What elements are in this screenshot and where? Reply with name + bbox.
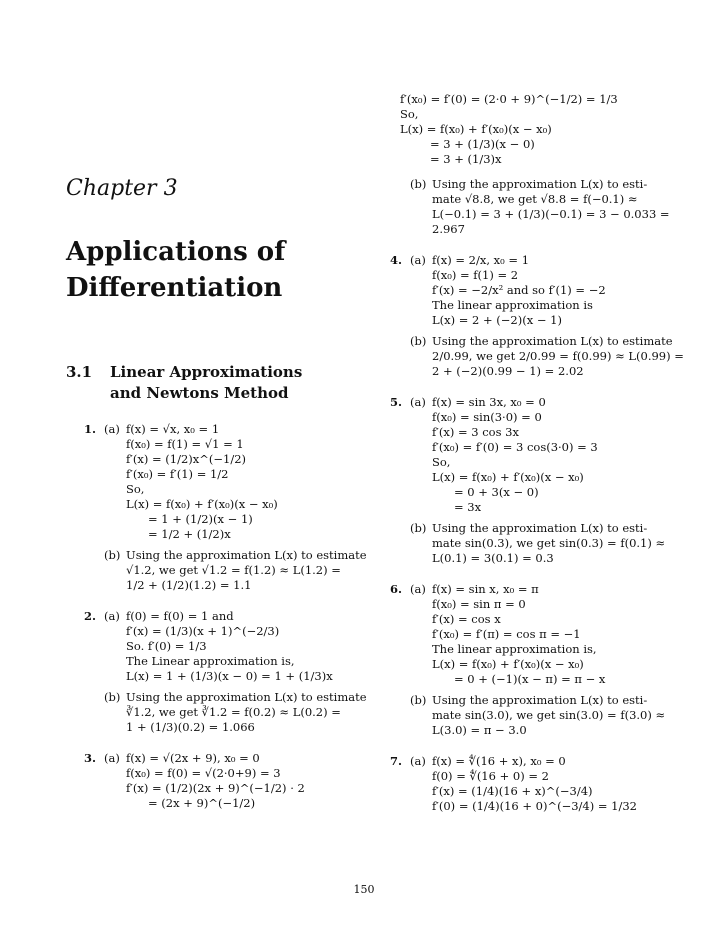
- problem-part: [104, 751, 348, 811]
- part-label: (b): [410, 693, 427, 707]
- math-line: The linear approximation is: [432, 298, 593, 312]
- problem-part: [410, 177, 670, 237]
- math-line: f(x₀) = sin(3·0) = 0: [432, 410, 542, 424]
- math-line: mate sin(0.3), we get sin(0.3) = f(0.1) ≈: [432, 536, 666, 550]
- section-number: 3.1: [66, 363, 93, 381]
- part-text: [432, 693, 665, 738]
- solution-line: So,: [400, 107, 419, 121]
- math-line: f′(x₀) = f′(0) = 3 cos(3·0) = 3: [432, 440, 598, 454]
- part-label: (a): [104, 609, 120, 623]
- math-line: L(−0.1) = 3 + (1/3)(−0.1) = 3 − 0.033 =: [432, 207, 670, 221]
- math-line: L(x) = f(x₀) + f′(x₀)(x − x₀): [432, 470, 584, 484]
- math-line: f(x) = √(2x + 9), x₀ = 0: [126, 751, 260, 765]
- math-line: f′(x₀) = f′(π) = cos π = −1: [432, 627, 581, 641]
- math-line: f(x₀) = f(1) = 2: [432, 268, 519, 282]
- math-line: f′(x) = (1/3)(x + 1)^(−2/3): [126, 624, 280, 638]
- problem-part: [104, 548, 367, 593]
- math-line: mate sin(3.0), we get sin(3.0) = f(3.0) ≈: [432, 708, 666, 722]
- problem-body: [104, 422, 367, 599]
- math-line: 2 + (−2)(0.99 − 1) = 2.02: [432, 364, 584, 378]
- math-line: f(x) = sin 3x, x₀ = 0: [432, 395, 546, 409]
- part-label: (a): [410, 754, 426, 768]
- math-line: L(x) = f(x₀) + f′(x₀)(x − x₀): [126, 497, 278, 511]
- solution-line: = 3 + (1/3)(x − 0): [430, 137, 535, 151]
- math-line: Using the approximation L(x) to esti-: [432, 693, 648, 707]
- math-line: So. f′(0) = 1/3: [126, 639, 207, 653]
- left-column: [66, 170, 367, 827]
- chapter-title-line: Applications of: [66, 237, 286, 267]
- math-line: Using the approximation L(x) to esti-: [432, 521, 648, 535]
- math-line: ∛1.2, we get ∛1.2 = f(0.2) ≈ L(0.2) =: [126, 705, 341, 719]
- problem-part: [104, 609, 367, 684]
- problem: [372, 582, 666, 744]
- math-line: = 3x: [454, 500, 482, 514]
- part-text: [126, 422, 278, 542]
- math-line: f′(x) = (1/4)(16 + x)^(−3/4): [432, 784, 593, 798]
- problem-number: 2.: [83, 609, 96, 623]
- math-line: Using the approximation L(x) to estimate: [126, 690, 367, 704]
- part-text: [126, 548, 367, 593]
- math-line: f′(x) = cos x: [432, 612, 501, 626]
- problem-part: [410, 582, 665, 687]
- problem-number: 7.: [389, 754, 402, 768]
- math-line: The Linear approximation is,: [126, 654, 295, 668]
- math-line: f(x) = ∜(16 + x), x₀ = 0: [432, 754, 566, 768]
- problem: [372, 754, 652, 820]
- math-line: = (2x + 9)^(−1/2): [148, 796, 256, 810]
- part-text: [432, 754, 637, 814]
- problem: [372, 177, 670, 243]
- part-text: [126, 609, 333, 684]
- part-text: [432, 177, 670, 237]
- math-line: f(x₀) = sin π = 0: [432, 597, 526, 611]
- part-label: (b): [410, 177, 427, 191]
- problem-part: [410, 253, 684, 328]
- section-heading: [66, 362, 348, 404]
- math-line: L(x) = 2 + (−2)(x − 1): [432, 313, 562, 327]
- math-line: The linear approximation is,: [432, 642, 597, 656]
- part-text: [432, 395, 598, 515]
- math-line: f′(x) = 3 cos 3x: [432, 425, 519, 439]
- problem-number: [372, 177, 410, 243]
- problem: [372, 253, 684, 385]
- part-label: (a): [104, 422, 120, 436]
- part-label: (a): [410, 253, 426, 267]
- problem-number: 4.: [389, 253, 402, 267]
- math-line: Using the approximation L(x) to esti-: [432, 177, 648, 191]
- math-line: Using the approximation L(x) to estimate: [432, 334, 673, 348]
- math-line: L(0.1) = 3(0.1) = 0.3: [432, 551, 554, 565]
- math-line: L(x) = 1 + (1/3)(x − 0) = 1 + (1/3)x: [126, 669, 333, 683]
- problem-number: 1.: [83, 422, 96, 436]
- problem-number: 6.: [389, 582, 402, 596]
- math-line: f′(x) = (1/2)(2x + 9)^(−1/2) · 2: [126, 781, 305, 795]
- math-line: f′(x) = −2/x² and so f′(1) = −2: [432, 283, 606, 297]
- math-line: f(x₀) = f(1) = √1 = 1: [126, 437, 244, 451]
- math-line: 1/2 + (1/2)(1.2) = 1.1: [126, 578, 252, 592]
- solution-line: L(x) = f(x₀) + f′(x₀)(x − x₀): [400, 122, 552, 136]
- math-line: f′(x) = (1/2)x^(−1/2): [126, 452, 246, 466]
- problem-number: 3.: [83, 751, 96, 765]
- math-line: = 0 + 3(x − 0): [454, 485, 539, 499]
- problem-part: [104, 690, 367, 735]
- problem-part: [410, 334, 684, 379]
- math-line: √1.2, we get √1.2 = f(1.2) ≈ L(1.2) =: [126, 563, 341, 577]
- chapter-title-line: Differentiation: [66, 273, 283, 303]
- math-line: = 1/2 + (1/2)x: [148, 527, 231, 541]
- section-title: [110, 362, 302, 404]
- part-text: [432, 582, 605, 687]
- continued-solution: [372, 92, 652, 167]
- math-line: f′(0) = (1/4)(16 + 0)^(−3/4) = 1/32: [432, 799, 637, 813]
- math-line: So,: [432, 455, 451, 469]
- part-text: [126, 690, 367, 735]
- part-label: (b): [410, 334, 427, 348]
- problem: [66, 422, 367, 599]
- section-title-line: and Newtons Method: [110, 384, 289, 402]
- part-text: [432, 253, 606, 328]
- problem-body: [104, 751, 348, 817]
- problem-part: [410, 395, 665, 515]
- problem-body: [410, 754, 652, 820]
- problem: [66, 609, 367, 741]
- math-line: L(x) = f(x₀) + f′(x₀)(x − x₀): [432, 657, 584, 671]
- math-line: So,: [126, 482, 145, 496]
- left-problem-list: [66, 422, 367, 817]
- right-column: [372, 92, 684, 830]
- math-line: f(x) = √x, x₀ = 1: [126, 422, 220, 436]
- math-line: f(x) = 2/x, x₀ = 1: [432, 253, 530, 267]
- problem-body: [410, 395, 665, 572]
- problem-body: [104, 609, 367, 741]
- math-line: mate √8.8, we get √8.8 = f(−0.1) ≈: [432, 192, 638, 206]
- math-line: f(0) = ∜(16 + 0) = 2: [432, 769, 549, 783]
- part-label: (b): [410, 521, 427, 535]
- problem-body: [410, 582, 665, 744]
- right-problem-list: [372, 177, 684, 820]
- problem: [66, 751, 348, 817]
- part-text: [126, 751, 305, 811]
- section-title-line: Linear Approximations: [110, 363, 303, 381]
- problem-part: [410, 754, 652, 814]
- part-label: (a): [410, 582, 426, 596]
- problem-part: [104, 422, 367, 542]
- problem-number: 5.: [389, 395, 402, 409]
- part-label: (b): [104, 690, 121, 704]
- math-line: f(0) = f(0) = 1 and: [126, 609, 234, 623]
- problem: [372, 395, 666, 572]
- part-text: [432, 334, 684, 379]
- math-line: f(x) = sin x, x₀ = π: [432, 582, 539, 596]
- solution-line: f′(x₀) = f′(0) = (2·0 + 9)^(−1/2) = 1/3: [400, 92, 618, 106]
- solution-line: = 3 + (1/3)x: [430, 152, 502, 166]
- page-number: 150: [353, 883, 375, 896]
- math-line: 1 + (1/3)(0.2) = 1.066: [126, 720, 255, 734]
- part-text: [432, 521, 665, 566]
- math-line: = 0 + (−1)(x − π) = π − x: [454, 672, 606, 686]
- math-line: 2/0.99, we get 2/0.99 = f(0.99) ≈ L(0.99) =: [432, 349, 684, 363]
- problem-body: [410, 253, 684, 385]
- part-label: (a): [410, 395, 426, 409]
- part-label: (b): [104, 548, 121, 562]
- math-line: = 1 + (1/2)(x − 1): [148, 512, 253, 526]
- math-line: 2.967: [432, 222, 465, 236]
- math-line: L(3.0) = π − 3.0: [432, 723, 527, 737]
- math-line: f(x₀) = f(0) = √(2·0+9) = 3: [126, 766, 281, 780]
- chapter-label: Chapter 3: [66, 176, 178, 201]
- math-line: f′(x₀) = f′(1) = 1/2: [126, 467, 229, 481]
- chapter-title: [66, 234, 348, 306]
- part-label: (a): [104, 751, 120, 765]
- problem-body: [410, 177, 670, 243]
- problem-part: [410, 693, 665, 738]
- problem-part: [410, 521, 665, 566]
- math-line: Using the approximation L(x) to estimate: [126, 548, 367, 562]
